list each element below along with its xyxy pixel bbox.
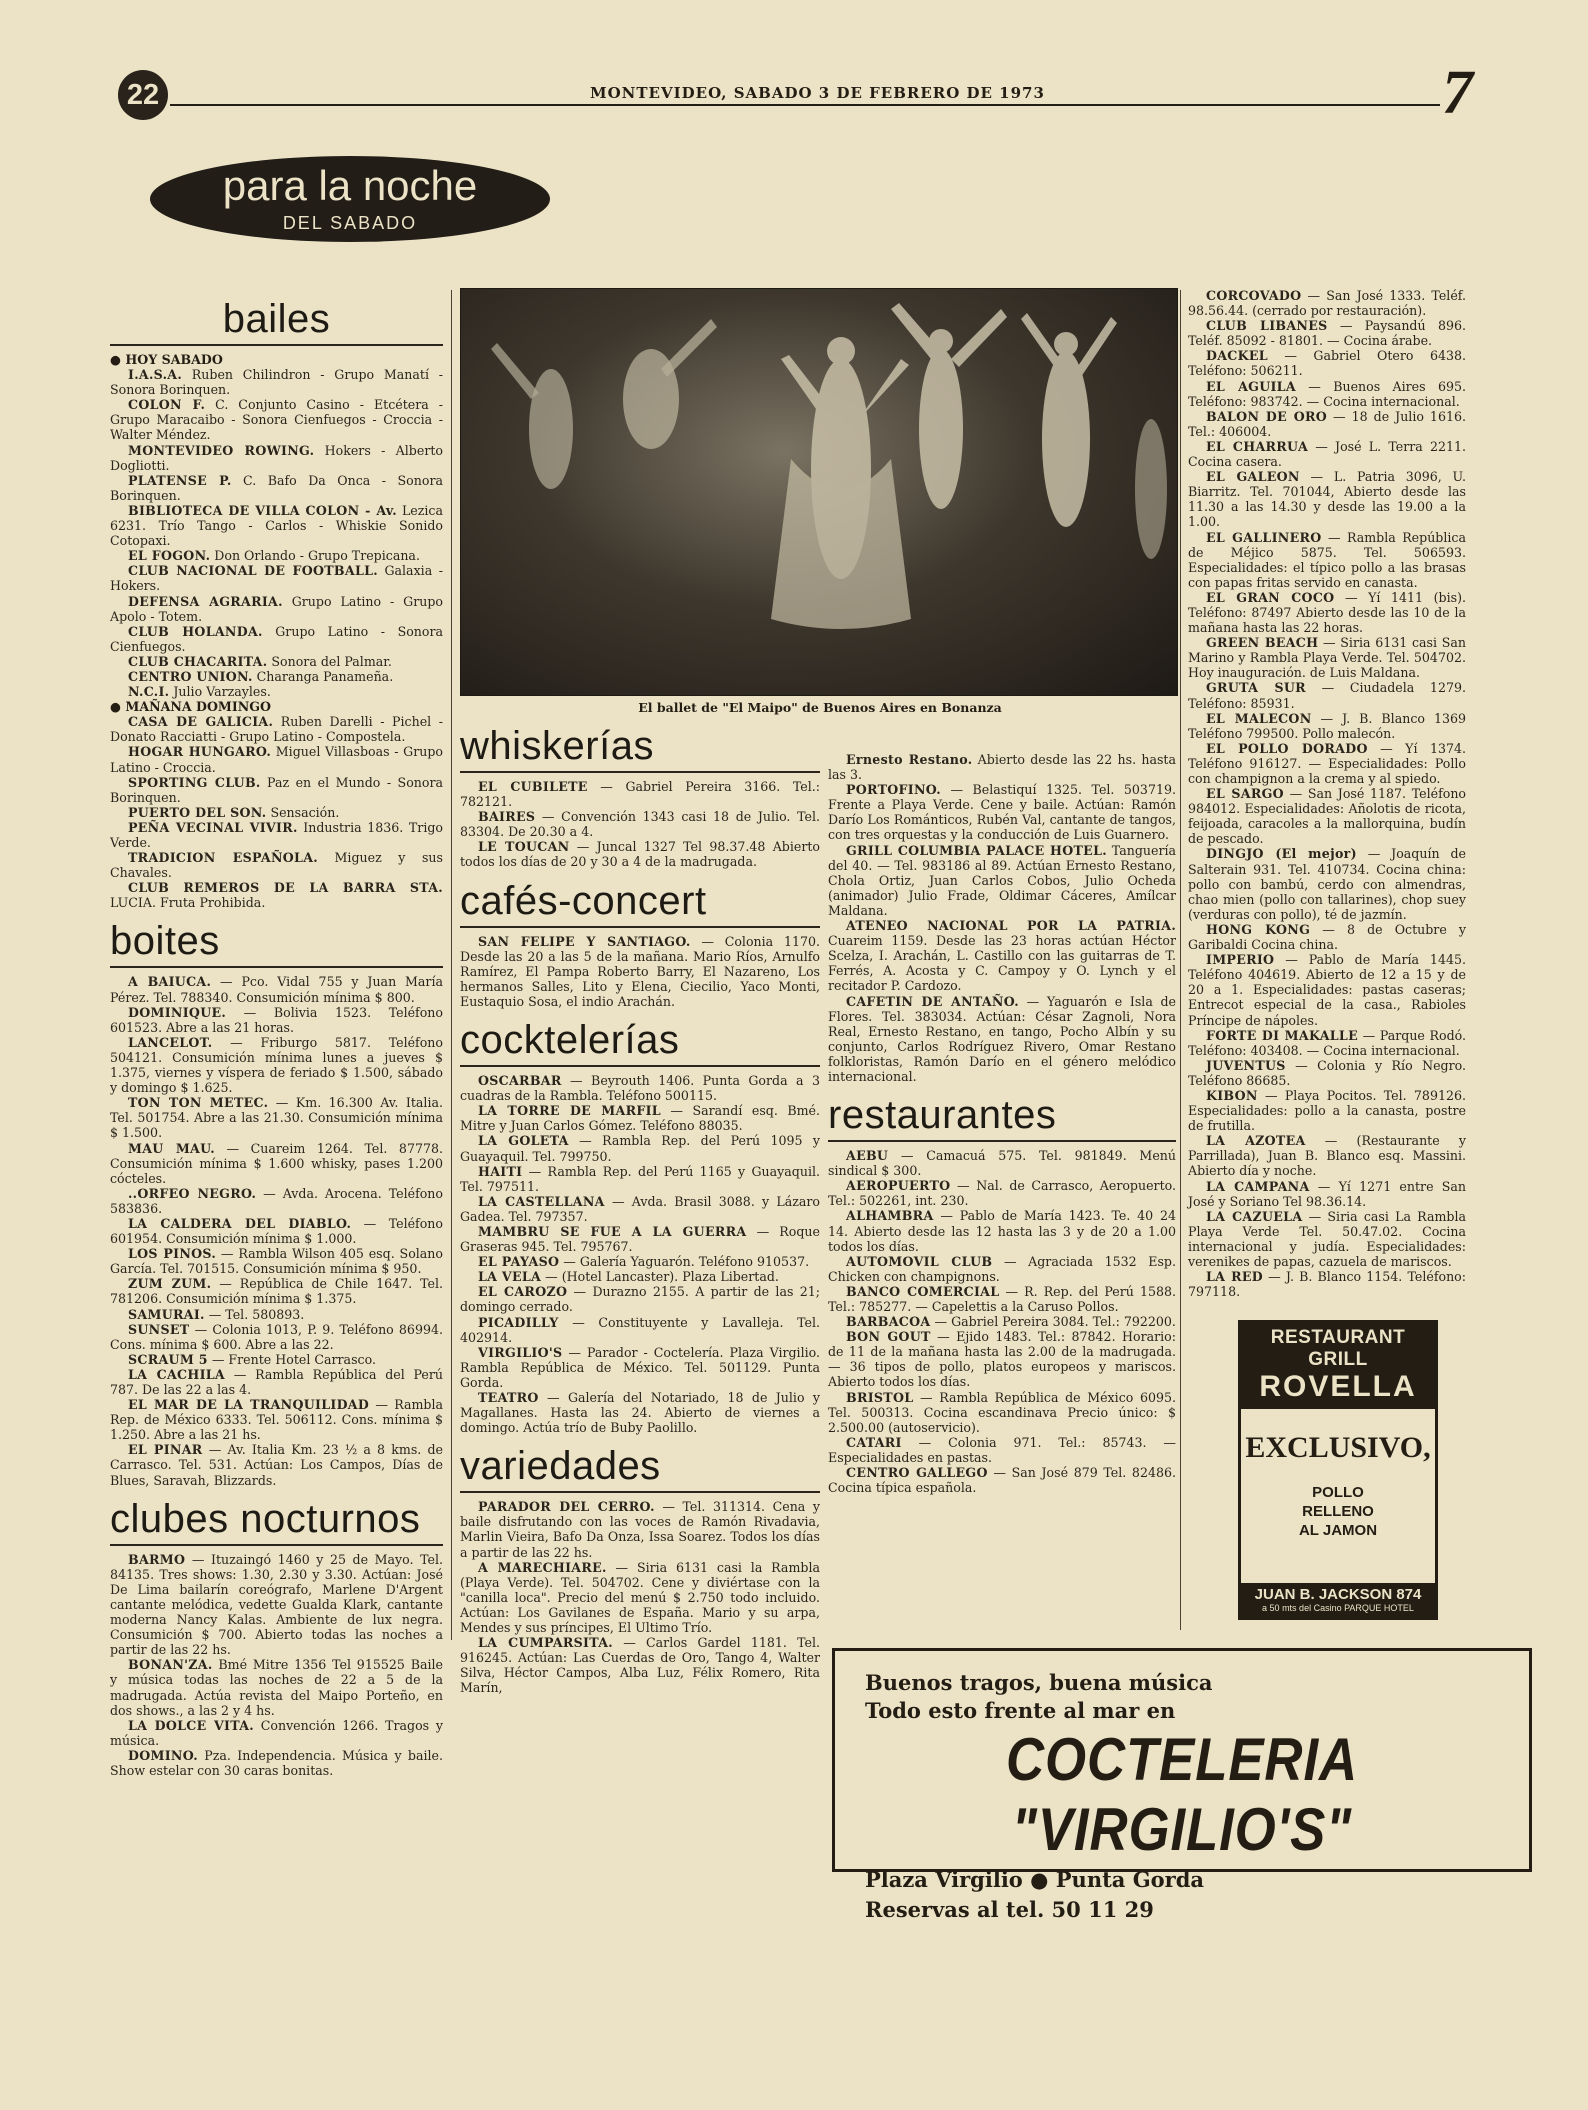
listing-entry: EL CUBILETE — Gabriel Pereira 3166. Tel.: 782121. bbox=[460, 779, 820, 810]
ad-virgilio-title: COCTELERIA "VIRGILIO'S" bbox=[1006, 1726, 1358, 1863]
listing-entry: LA DOLCE VITA. Convención 1266. Tragos y música. bbox=[110, 1717, 444, 1748]
banner-subtitle: DEL SABADO bbox=[282, 213, 418, 233]
bailes-sunday-list bbox=[110, 714, 443, 910]
listing-entry: CLUB NACIONAL DE FOOTBALL. Galaxia - Hokers. bbox=[110, 563, 443, 594]
listing-entry: LA CACHILA — Rambla República del Perú 787. De las 22 a las 4. bbox=[110, 1366, 443, 1397]
newspaper-logo: 7 bbox=[1442, 59, 1473, 127]
listing-entry: MAU MAU. — Cuareim 1264. Tel. 87778. Consumición mínima $ 1.600 whisky, pases 1.200 cócteles. bbox=[110, 1140, 443, 1186]
ad-rovella-name: ROVELLA bbox=[1259, 1370, 1417, 1403]
listing-entry: SCRAUM 5 — Frente Hotel Carrasco. bbox=[128, 1351, 376, 1367]
listing-entry: EL GALEON — L. Patria 3096, U. Biarritz. Tel. 701044, Abierto desde las 11.30 a las 14.30 y desde las 19.00 a la 1.00. bbox=[1188, 469, 1466, 530]
listing-entry: LA CAMPANA — Yí 1271 entre San José y Soriano Tel 98.36.14. bbox=[1188, 1178, 1466, 1209]
cafes-concert-list bbox=[460, 934, 820, 1009]
section-title-cocktelerias: cocktelerías bbox=[460, 1015, 820, 1067]
listing-entry: TON TON METEC. — Km. 16.300 Av. Italia. Tel. 501754. Abre a las 21.30. Consumición mínima $ 1.500. bbox=[110, 1095, 443, 1141]
listing-entry: PARADOR DEL CERRO. — Tel. 311314. Cena y baile disfrutando con las voces de Ramón Rivadavia, Marlin Vieira, Bafo Da Onza, Issa Soarez. Todos los días a partir de las 22 hs. bbox=[460, 1499, 820, 1560]
listing-entry: JUVENTUS — Colonia y Río Negro. Teléfono 86685. bbox=[1188, 1057, 1466, 1088]
listing-entry: GRILL COLUMBIA PALACE HOTEL. Tanguería del 40. — Tel. 983186 al 89. Actúan Ernesto Restano, Chola Ortiz, Juan Carlos Cobos, Julio Ocheda (animador) Julio Frade, Oldimar Cáceres, Amílcar Maldana. bbox=[828, 842, 1176, 918]
listing-entry: BIBLIOTECA DE VILLA COLON - Av. Lezica 6231. Trío Tango - Carlos - Whiskie Sonido Cotopaxi. bbox=[110, 502, 443, 549]
section-title-whiskerias: whiskerías bbox=[460, 721, 820, 773]
ad-virgilio-line2: Todo esto frente al mar en bbox=[865, 1698, 1176, 1723]
listing-entry: ATENEO NACIONAL POR LA PATRIA. Cuareim 1159. Desde las 23 horas actúan Héctor Scelza, I. Arachán, L. Castillo con las guitarras de T. Ferrés, A. Acosta y C. Campoy y O. Lynch y el recitador P. Cardozo. bbox=[828, 918, 1176, 994]
dateline: MONTEVIDEO, SABADO 3 DE FEBRERO DE 1973 bbox=[590, 84, 1045, 102]
listing-entry: LA VELA — (Hotel Lancaster). Plaza Libertad. bbox=[478, 1269, 779, 1285]
listing-entry: PORTOFINO. — Belastiquí 1325. Tel. 503719. Frente a Playa Verde. Cene y baile. Actúan: Ramón Darío Los Románticos, Rubén Val, cantante de tangos, con tres orquestas y la conducción de Luis Guarnero. bbox=[828, 782, 1176, 843]
listing-entry: BALON DE ORO — 18 de Julio 1616. Tel.: 406004. bbox=[1188, 408, 1466, 439]
listing-entry: EL PINAR — Av. Italia Km. 23 ½ a 8 kms. de Carrasco. Tel. 531. Actúan: Los Campos, Días de Blues, Saravah, Blizzards. bbox=[110, 1442, 443, 1488]
listing-entry: N.C.I. Julio Varzayles. bbox=[128, 684, 271, 700]
listing-entry: BARBACOA — Gabriel Pereira 3084. Tel.: 792200. bbox=[846, 1314, 1176, 1330]
listing-entry: EL PAYASO — Galería Yaguarón. Teléfono 910537. bbox=[478, 1254, 810, 1270]
listing-entry: EL FOGON. Don Orlando - Grupo Trepicana. bbox=[128, 548, 420, 564]
section-title-boites: boites bbox=[110, 916, 443, 968]
column-left bbox=[110, 288, 443, 1778]
listing-entry: DOMINO. Pza. Independencia. Música y baile. Show estelar con 30 caras bonitas. bbox=[110, 1747, 443, 1778]
column-right bbox=[1188, 288, 1466, 1299]
listing-entry: LANCELOT. — Friburgo 5817. Teléfono 504121. Consumición mínima lunes a jueves $ 1.375, viernes y víspera de feriado $ 1.500, sábado y domingo $ 1.625. bbox=[110, 1034, 443, 1096]
restaurantes-list bbox=[828, 1148, 1176, 1495]
listing-entry: A BAIUCA. — Pco. Vidal 755 y Juan María Pérez. Tel. 788340. Consumición mínima $ 800. bbox=[110, 974, 443, 1005]
photo-block bbox=[460, 288, 1180, 715]
listing-entry: LA TORRE DE MARFIL — Sarandí esq. Bmé. Mitre y Juan Carlos Gómez. Teléfono 88035. bbox=[460, 1103, 820, 1134]
listing-entry: VIRGILIO'S — Parador - Coctelería. Plaza Virgilio. Rambla República de México. Tel. 501129. Punta Gorda. bbox=[460, 1344, 820, 1390]
listing-entry: LA CAZUELA — Siria casi La Rambla Playa Verde Tel. 50.47.02. Cocina internacional y judía. Especialidades: verenikes de papas, cazuela de mariscos. bbox=[1188, 1208, 1466, 1269]
listing-entry: TEATRO — Galería del Notariado, 18 de Julio y Magallanes. Hasta las 24. Abierto de viernes a domingo. Actúa trío de Buby Paolillo. bbox=[460, 1390, 820, 1436]
listing-entry: A MARECHIARE. — Siria 6131 casi la Rambla (Playa Verde). Tel. 504702. Cene y diviértase con la "canilla loca". Precio del menú $ 2.750 todo incluido. Actúan: Los Gavilanes de España. Mario y su arpa, Mendes y sus príncipes, El Ultimo Trío. bbox=[460, 1559, 820, 1636]
listing-entry: MONTEVIDEO ROWING. Hokers - Alberto Dogliotti. bbox=[110, 442, 443, 473]
column-center-right bbox=[828, 752, 1176, 1495]
clubes-list bbox=[110, 1552, 443, 1778]
ad-virgilio-line1: Buenos tragos, buena música bbox=[865, 1670, 1213, 1695]
listing-entry: BRISTOL — Rambla República de México 6095. Tel. 500313. Cocina escandinava Precio único: $ 2.500.00 (autoservicio). bbox=[828, 1389, 1176, 1435]
listing-entry: I.A.S.A. Ruben Chilindron - Grupo Manatí - Sonora Borinquen. bbox=[110, 367, 443, 398]
listing-entry: ZUM ZUM. — República de Chile 1647. Tel. 781206. Consumición mínima $ 1.375. bbox=[110, 1276, 443, 1307]
listing-entry: AEBU — Camacuá 575. Tel. 981849. Menú sindical $ 300. bbox=[828, 1148, 1176, 1179]
bailes-saturday-head: ● HOY SABADO bbox=[110, 352, 223, 367]
listing-entry: LA CUMPARSITA. — Carlos Gardel 1181. Tel. 916245. Actúan: Las Cuerdas de Oro, Tango 4, Walter Silva, Héctor Campos, Alba Luz, Félix Romero, Rita Marín, bbox=[460, 1635, 821, 1696]
listing-entry: KIBON — Playa Pocitos. Tel. 789126. Especialidades: pollo a la canasta, postre de frutilla. bbox=[1188, 1087, 1466, 1134]
listing-entry: SUNSET — Colonia 1013, P. 9. Teléfono 86994. Cons. mínima $ 600. Abre a las 22. bbox=[110, 1321, 443, 1352]
listing-entry: EL CAROZO — Durazno 2155. A partir de las 21; domingo cerrado. bbox=[460, 1284, 820, 1315]
listing-entry: LOS PINOS. — Rambla Wilson 405 esq. Solano García. Tel. 701515. Consumición mínima $ 950. bbox=[110, 1246, 443, 1277]
listing-entry: EL CHARRUA — José L. Terra 2211. Cocina casera. bbox=[1188, 438, 1466, 470]
banner-title: para la noche bbox=[222, 162, 478, 209]
listing-entry: LA GOLETA — Rambla Rep. del Perú 1095 y Guayaquil. Tel. 799750. bbox=[460, 1133, 821, 1164]
ballet-figures bbox=[461, 289, 1178, 696]
ad-virgilio bbox=[832, 1648, 1532, 1922]
listing-entry: LE TOUCAN — Juncal 1327 Tel 98.37.48 Abierto todos los días de 20 y 30 a 4 de la madrugada. bbox=[460, 839, 821, 870]
listing-entry: HONG KONG — 8 de Octubre y Garibaldi Cocina china. bbox=[1188, 921, 1466, 953]
listing-entry: LA AZOTEA — (Restaurante y Parrillada), Juan B. Blanco esq. Massini. Abierto día y noche. bbox=[1188, 1133, 1466, 1179]
listing-entry: HOGAR HUNGARO. Miguel Villasboas - Grupo Latino - Croccia. bbox=[110, 744, 443, 775]
listing-entry: BARMO — Ituzaingó 1460 y 25 de Mayo. Tel. 84135. Tres shows: 1.30, 2.30 y 3.30. Actúan: José De Lima bailarín coreógrafo, Marlene D'Argent cantante melódica, vedette Gualda Klark, cantante moderna Nancy Kalas. Ambiente de lux negra. Consumición $ 700. Abierto todas las noches a partir de las 22 hs. bbox=[110, 1551, 443, 1658]
listing-entry: Ernesto Restano. Abierto desde las 22 hs. hasta las 3. bbox=[828, 752, 1176, 783]
listing-entry: CATARI — Colonia 971. Tel.: 85743. — Especialidades en pastas. bbox=[828, 1434, 1176, 1465]
listing-entry: PUERTO DEL SON. Sensación. bbox=[128, 804, 340, 820]
listing-entry: TRADICION ESPAÑOLA. Miguez y sus Chavales. bbox=[110, 850, 443, 881]
listing-entry: LA RED — J. B. Blanco 1154. Teléfono: 797118. bbox=[1188, 1269, 1467, 1300]
listing-entry: CASA DE GALICIA. Ruben Darelli - Pichel - Donato Racciatti - Grupo Latino - Compostela. bbox=[110, 714, 444, 745]
listing-entry: OSCARBAR — Beyrouth 1406. Punta Gorda a 3 cuadras de la Rambla. Teléfono 500115. bbox=[460, 1073, 820, 1104]
listing-entry: EL SARGO — San José 1187. Teléfono 984012. Especialidades: Añolotis de ricota, feijoada, caracoles a la mallorquina, budín de pescado. bbox=[1188, 786, 1467, 847]
ad-rovella-dish-line: POLLO bbox=[1312, 1484, 1364, 1501]
section-title-cafes: cafés-concert bbox=[460, 876, 820, 928]
listing-entry: LA CALDERA DEL DIABLO. — Teléfono 601954. Consumición mínima $ 1.000. bbox=[110, 1215, 443, 1247]
listing-entry: HAITI — Rambla Rep. del Perú 1165 y Guayaquil. Tel. 797511. bbox=[460, 1163, 820, 1194]
ad-rovella bbox=[1238, 1320, 1438, 1620]
whiskerias-list bbox=[460, 779, 820, 870]
listing-entry: EL MAR DE LA TRANQUILIDAD — Rambla Rep. de México 6333. Tel. 506112. Cons. mínima $ 1.250. Abre a las 21 hs. bbox=[110, 1397, 444, 1443]
listing-entry: EL AGUILA — Buenos Aires 695. Teléfono: 983742. — Cocina internacional. bbox=[1188, 378, 1466, 409]
ad-rovella-footer bbox=[1241, 1583, 1435, 1617]
listing-entry: DINGJO (El mejor) — Joaquín de Salterain 931. Tel. 410734. Cocina china: pollo con bambú, cerdo con almendras, chao mien (pollo con tallarines), chop suey (verduras con pollo), té de jazmín. bbox=[1188, 846, 1466, 922]
listing-entry: CENTRO GALLEGO — San José 879 Tel. 82486. Cocina típica española. bbox=[828, 1465, 1176, 1496]
listing-entry: SAMURAI. — Tel. 580893. bbox=[128, 1306, 305, 1322]
listing-entry: DOMINIQUE. — Bolivia 1523. Teléfono 601523. Abre a las 21 horas. bbox=[110, 1004, 443, 1035]
listing-entry: ALHAMBRA — Pablo de María 1423. Te. 40 24 14. Abierto desde las 12 hasta las 3 y de 20 a 1.00 todos los días. bbox=[828, 1208, 1176, 1254]
ad-rovella-body bbox=[1241, 1431, 1435, 1540]
listing-entry: CORCOVADO — San José 1333. Teléf. 98.56.44. (cerrado por restauración). bbox=[1188, 288, 1466, 319]
ad-virgilio-phone: Reservas al tel. 50 11 29 bbox=[865, 1897, 1154, 1922]
listing-entry: CENTRO UNION. Charanga Panameña. bbox=[128, 668, 394, 684]
ad-rovella-header bbox=[1241, 1323, 1435, 1409]
listing-entry: CLUB HOLANDA. Grupo Latino - Sonora Cienfuegos. bbox=[110, 623, 444, 654]
listing-entry: CAFETIN DE ANTAÑO. — Yaguarón e Isla de Flores. Tel. 383034. Actúan: César Zagnoli, Nora Real, Ernesto Restano, en tango, Pocho Albín y su conjunto, Carlos Rodríguez Rivero, Omar Restano folkloristas, Ramón Darío en el género melódico internacional. bbox=[828, 993, 1176, 1084]
listing-entry: EL GRAN COCO — Yí 1411 (bis). Teléfono: 87497 Abierto desde las 10 de la mañana hasta las 22 horas. bbox=[1188, 589, 1466, 636]
page-number: 22 bbox=[118, 70, 168, 120]
listing-entry: FORTE DI MAKALLE — Parque Rodó. Teléfono: 403408. — Cocina internacional. bbox=[1188, 1027, 1466, 1058]
ad-rovella-dish bbox=[1241, 1483, 1435, 1540]
listing-entry: EL GALLINERO — Rambla República de Méjico 5875. Tel. 506593. Especialidades: el típico pollo a las brasas con papas fritas servido en canasta. bbox=[1188, 529, 1466, 590]
section-title-clubes: clubes nocturnos bbox=[110, 1494, 443, 1546]
listing-entry: GRUTA SUR — Ciudadela 1279. Teléfono: 85931. bbox=[1188, 680, 1466, 711]
cocktelerias-list bbox=[460, 1073, 820, 1435]
listing-entry: BANCO COMERCIAL — R. Rep. del Perú 1588. Tel.: 785277. — Capelettis a la Caruso Pollos. bbox=[828, 1283, 1176, 1314]
header-rule bbox=[170, 104, 1440, 106]
section-banner bbox=[150, 156, 550, 242]
listing-entry: EL POLLO DORADO — Yí 1374. Teléfono 916127. — Especialidades: Pollo con champignon a la crema y al spiedo. bbox=[1188, 740, 1466, 786]
section-title-variedades: variedades bbox=[460, 1441, 820, 1493]
restaurantes-continued-list bbox=[1188, 288, 1466, 1299]
listing-entry: BAIRES — Convención 1343 casi 18 de Julio. Tel. 83304. De 20.30 a 4. bbox=[460, 809, 820, 840]
listing-entry: DEFENSA AGRARIA. Grupo Latino - Grupo Apolo - Totem. bbox=[110, 593, 444, 624]
bailes-sunday-head: ● MAÑANA DOMINGO bbox=[110, 699, 271, 715]
listing-entry: ..ORFEO NEGRO. — Avda. Arocena. Teléfono 583836. bbox=[110, 1185, 443, 1216]
listing-entry: SAN FELIPE Y SANTIAGO. — Colonia 1170. Desde las 20 a las 5 de la mañana. Mario Ríos, Arnulfo Ramírez, El Pampa Roberto Barry, El Nazareno, Los hermanos Salles, Lito y Elena, Ciecilio, Yaco Monti, Eustaquio Sosa, el indio Arachán. bbox=[460, 933, 820, 1009]
listing-entry: AUTOMOVIL CLUB — Agraciada 1532 Esp. Chicken con champignons. bbox=[828, 1253, 1177, 1284]
column-rule bbox=[1180, 290, 1181, 1630]
listing-entry: BONAN'ZA. Bmé Mitre 1356 Tel 915525 Baile y música todas las noches de 22 a 5 de la madrugada. Actúa revista del Maipo Porteño, en dos shows., a las 2 y 4 hs. bbox=[110, 1657, 443, 1718]
ad-virgilio-line4: Plaza Virgilio ● Punta Gorda bbox=[865, 1867, 1204, 1892]
listing-entry: IMPERIO — Pablo de María 1445. Teléfono 404619. Abierto de 12 a 15 y de 20 a 1. Especialidades: pastas caseras; Entrecot especial de la casa., Rabioles Príncipe de nápoles. bbox=[1188, 952, 1466, 1028]
listing-entry: BON GOUT — Ejido 1483. Tel.: 87842. Horario: de 11 de la mañana hasta las 2.00 de la madrugada. — 36 tipos de pollo, platos europeos y mariscos. Abierto todos los días. bbox=[828, 1329, 1176, 1390]
ad-rovella-dish-line: RELLENO bbox=[1302, 1503, 1374, 1520]
section-title-bailes: bailes bbox=[110, 294, 443, 346]
ad-rovella-note: a 50 mts del Casino PARQUE HOTEL bbox=[1262, 1603, 1414, 1613]
listing-entry: COLON F. C. Conjunto Casino - Etcétera - Grupo Maracaibo - Sonora Cienfuegos - Croccia - Walter Méndez. bbox=[110, 397, 443, 443]
section-title-restaurantes: restaurantes bbox=[828, 1090, 1176, 1142]
listing-entry: LA CASTELLANA — Avda. Brasil 3088. y Lázaro Gadea. Tel. 797357. bbox=[460, 1193, 820, 1224]
ad-rovella-exclusivo: EXCLUSIVO, bbox=[1245, 1431, 1431, 1464]
listing-entry: AEROPUERTO — Nal. de Carrasco, Aeropuerto. Tel.: 502261, int. 230. bbox=[828, 1178, 1176, 1209]
listing-entry: GREEN BEACH — Siria 6131 casi San Marino y Rambla Playa Verde. Tel. 504702. Hoy inauguración. de Luis Maldana. bbox=[1188, 635, 1466, 681]
variedades-list bbox=[460, 1499, 820, 1695]
column-rule bbox=[451, 290, 452, 1640]
ballet-photo bbox=[460, 288, 1178, 696]
listing-entry: EL MALECON — J. B. Blanco 1369 Teléfono 799500. Pollo malecón. bbox=[1188, 710, 1467, 741]
listing-entry: MAMBRU SE FUE A LA GUERRA — Roque Graseras 945. Tel. 795767. bbox=[460, 1223, 820, 1255]
photo-caption: El ballet de "El Maipo" de Buenos Aires en Bonanza bbox=[638, 700, 1002, 715]
boites-list bbox=[110, 974, 443, 1487]
variedades-continued-list bbox=[828, 752, 1176, 1084]
listing-entry: PICADILLY — Constituyente y Lavalleja. Tel. 402914. bbox=[460, 1314, 820, 1345]
bailes-saturday-list bbox=[110, 367, 443, 699]
listing-entry: SPORTING CLUB. Paz en el Mundo - Sonora Borinquen. bbox=[110, 774, 443, 805]
ad-rovella-address: JUAN B. JACKSON 874 bbox=[1254, 1586, 1422, 1603]
listing-entry: PEÑA VECINAL VIVIR. Industria 1836. Trigo Verde. bbox=[110, 819, 443, 850]
listing-entry: CLUB REMEROS DE LA BARRA STA. LUCIA. Fruta Prohibida. bbox=[110, 880, 443, 911]
ad-rovella-line1: RESTAURANT GRILL bbox=[1270, 1327, 1406, 1370]
listing-entry: PLATENSE P. C. Bafo Da Onca - Sonora Borinquen. bbox=[110, 472, 443, 503]
listing-entry: DACKEL — Gabriel Otero 6438. Teléfono: 506211. bbox=[1188, 348, 1466, 379]
listing-entry: CLUB LIBANES — Paysandú 896. Teléf. 85092 - 81801. — Cocina árabe. bbox=[1188, 318, 1466, 349]
ad-rovella-dish-line: AL JAMON bbox=[1298, 1522, 1378, 1539]
listing-entry: CLUB CHACARITA. Sonora del Palmar. bbox=[128, 653, 392, 669]
